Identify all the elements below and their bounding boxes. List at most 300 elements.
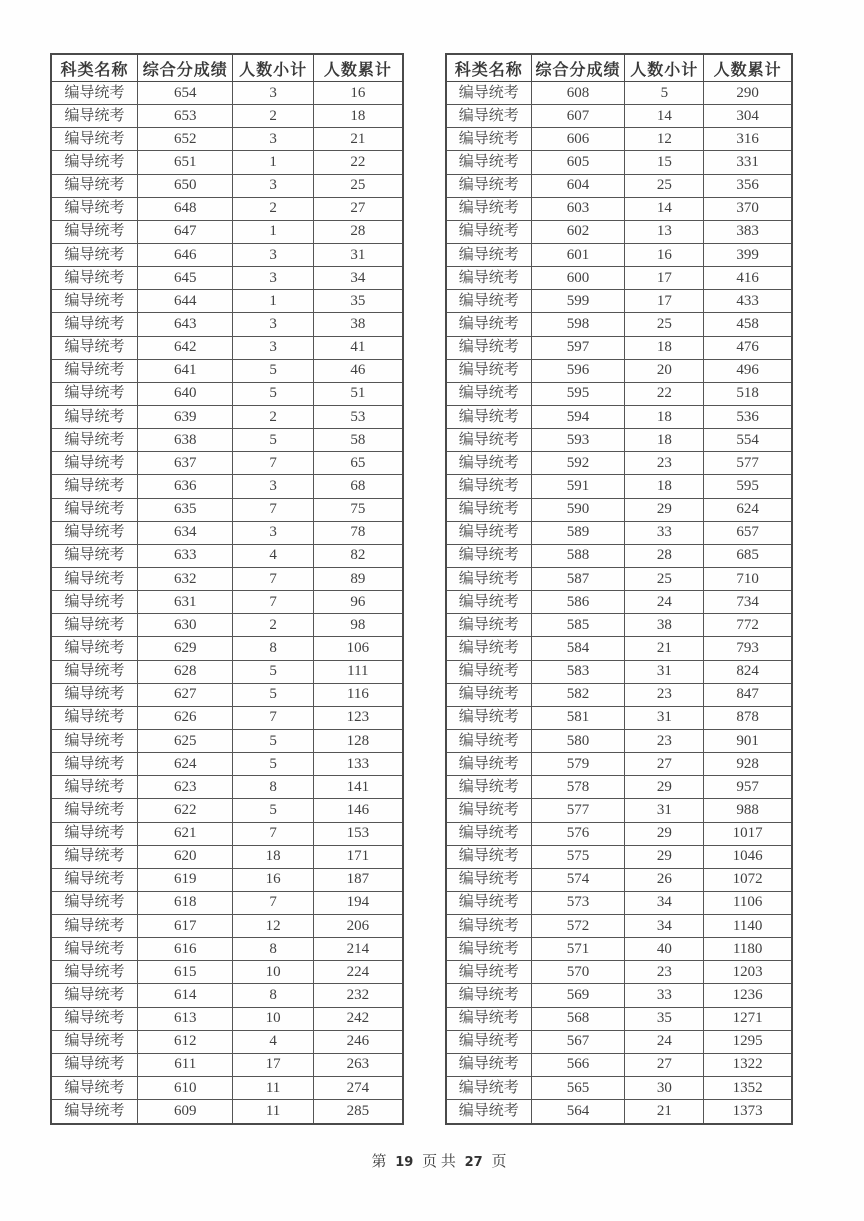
subtotal-cell: 3	[233, 174, 313, 197]
subtotal-cell: 11	[233, 1100, 313, 1124]
score-cell: 633	[138, 544, 233, 567]
table-row	[446, 567, 792, 590]
table-row	[51, 660, 403, 683]
category-cell: 编导统考	[51, 706, 138, 729]
subtotal-cell: 10	[233, 1007, 313, 1030]
subtotal-cell: 5	[233, 799, 313, 822]
subtotal-cell: 18	[625, 429, 704, 452]
table-row	[446, 336, 792, 359]
score-cell: 620	[138, 845, 233, 868]
table-row	[51, 938, 403, 961]
cumulative-cell: 96	[313, 591, 403, 614]
cumulative-cell: 1236	[704, 984, 792, 1007]
category-cell: 编导统考	[51, 753, 138, 776]
cumulative-cell: 53	[313, 405, 403, 428]
subtotal-cell: 23	[625, 452, 704, 475]
subtotal-cell: 2	[233, 197, 313, 220]
table-row	[446, 776, 792, 799]
score-cell: 598	[531, 313, 625, 336]
footer-page-prefix: 第	[371, 1154, 387, 1170]
table-row	[51, 567, 403, 590]
table-row	[51, 498, 403, 521]
cumulative-cell: 75	[313, 498, 403, 521]
page-footer	[0, 1150, 864, 1171]
cumulative-cell: 141	[313, 776, 403, 799]
column-header: 人数小计	[625, 54, 704, 82]
category-cell: 编导统考	[51, 105, 138, 128]
score-cell: 565	[531, 1077, 625, 1100]
category-cell: 编导统考	[446, 961, 531, 984]
subtotal-cell: 14	[625, 197, 704, 220]
subtotal-cell: 5	[233, 660, 313, 683]
subtotal-cell: 5	[233, 683, 313, 706]
category-cell: 编导统考	[446, 799, 531, 822]
cumulative-cell: 1373	[704, 1100, 792, 1124]
score-cell: 616	[138, 938, 233, 961]
table-row	[446, 151, 792, 174]
cumulative-cell: 1017	[704, 822, 792, 845]
cumulative-cell: 416	[704, 267, 792, 290]
table-row	[446, 729, 792, 752]
cumulative-cell: 116	[313, 683, 403, 706]
score-cell: 581	[531, 706, 625, 729]
score-cell: 576	[531, 822, 625, 845]
subtotal-cell: 40	[625, 938, 704, 961]
table-row	[51, 891, 403, 914]
category-cell: 编导统考	[446, 915, 531, 938]
cumulative-cell: 1180	[704, 938, 792, 961]
score-cell: 604	[531, 174, 625, 197]
score-cell: 591	[531, 475, 625, 498]
table-row	[51, 706, 403, 729]
subtotal-cell: 3	[233, 336, 313, 359]
table-row	[446, 1030, 792, 1053]
category-cell: 编导统考	[446, 1053, 531, 1076]
score-cell: 646	[138, 243, 233, 266]
subtotal-cell: 29	[625, 498, 704, 521]
table-row	[51, 128, 403, 151]
subtotal-cell: 7	[233, 591, 313, 614]
cumulative-cell: 1072	[704, 868, 792, 891]
table-row	[51, 915, 403, 938]
subtotal-cell: 5	[233, 382, 313, 405]
table-row	[51, 452, 403, 475]
table-row	[51, 336, 403, 359]
subtotal-cell: 13	[625, 220, 704, 243]
score-cell: 590	[531, 498, 625, 521]
category-cell: 编导统考	[51, 683, 138, 706]
cumulative-cell: 1203	[704, 961, 792, 984]
table-row	[51, 105, 403, 128]
score-cell: 631	[138, 591, 233, 614]
score-cell: 627	[138, 683, 233, 706]
subtotal-cell: 5	[625, 82, 704, 105]
category-cell: 编导统考	[51, 521, 138, 544]
score-cell: 609	[138, 1100, 233, 1124]
subtotal-cell: 18	[625, 405, 704, 428]
subtotal-cell: 31	[625, 799, 704, 822]
table-row	[51, 1053, 403, 1076]
subtotal-cell: 33	[625, 521, 704, 544]
cumulative-cell: 22	[313, 151, 403, 174]
category-cell: 编导统考	[446, 313, 531, 336]
table-row	[446, 243, 792, 266]
table-row	[446, 429, 792, 452]
subtotal-cell: 20	[625, 359, 704, 382]
category-cell: 编导统考	[51, 382, 138, 405]
score-cell: 606	[531, 128, 625, 151]
category-cell: 编导统考	[446, 197, 531, 220]
cumulative-cell: 35	[313, 290, 403, 313]
table-row	[446, 290, 792, 313]
subtotal-cell: 5	[233, 359, 313, 382]
cumulative-cell: 595	[704, 475, 792, 498]
score-cell: 618	[138, 891, 233, 914]
score-cell: 613	[138, 1007, 233, 1030]
table-row	[446, 1053, 792, 1076]
category-cell: 编导统考	[51, 614, 138, 637]
cumulative-cell: 274	[313, 1077, 403, 1100]
table-row	[51, 753, 403, 776]
category-cell: 编导统考	[51, 591, 138, 614]
table-row	[51, 614, 403, 637]
score-cell: 652	[138, 128, 233, 151]
subtotal-cell: 25	[625, 567, 704, 590]
subtotal-cell: 15	[625, 151, 704, 174]
subtotal-cell: 17	[625, 290, 704, 313]
score-cell: 653	[138, 105, 233, 128]
table-row	[446, 1100, 792, 1124]
table-row	[51, 799, 403, 822]
table-row	[446, 915, 792, 938]
category-cell: 编导统考	[446, 1007, 531, 1030]
cumulative-cell: 518	[704, 382, 792, 405]
score-cell: 587	[531, 567, 625, 590]
subtotal-cell: 18	[233, 845, 313, 868]
score-cell: 630	[138, 614, 233, 637]
subtotal-cell: 3	[233, 475, 313, 498]
subtotal-cell: 7	[233, 706, 313, 729]
cumulative-cell: 383	[704, 220, 792, 243]
score-cell: 596	[531, 359, 625, 382]
subtotal-cell: 3	[233, 82, 313, 105]
cumulative-cell: 187	[313, 868, 403, 891]
score-cell: 588	[531, 544, 625, 567]
subtotal-cell: 27	[625, 1053, 704, 1076]
cumulative-cell: 25	[313, 174, 403, 197]
subtotal-cell: 22	[625, 382, 704, 405]
subtotal-cell: 27	[625, 753, 704, 776]
column-header: 综合分成绩	[531, 54, 625, 82]
category-cell: 编导统考	[51, 799, 138, 822]
subtotal-cell: 7	[233, 452, 313, 475]
cumulative-cell: 82	[313, 544, 403, 567]
table-row	[446, 591, 792, 614]
cumulative-cell: 16	[313, 82, 403, 105]
score-cell: 584	[531, 637, 625, 660]
cumulative-cell: 171	[313, 845, 403, 868]
table-row	[51, 776, 403, 799]
cumulative-cell: 536	[704, 405, 792, 428]
subtotal-cell: 24	[625, 1030, 704, 1053]
score-cell: 577	[531, 799, 625, 822]
table-row	[446, 105, 792, 128]
subtotal-cell: 18	[625, 336, 704, 359]
subtotal-cell: 23	[625, 729, 704, 752]
subtotal-cell: 23	[625, 683, 704, 706]
table-row	[446, 405, 792, 428]
cumulative-cell: 554	[704, 429, 792, 452]
table-row	[446, 660, 792, 683]
score-cell: 593	[531, 429, 625, 452]
cumulative-cell: 194	[313, 891, 403, 914]
category-cell: 编导统考	[446, 521, 531, 544]
subtotal-cell: 34	[625, 891, 704, 914]
subtotal-cell: 17	[233, 1053, 313, 1076]
table-header-row	[51, 54, 403, 82]
category-cell: 编导统考	[446, 729, 531, 752]
score-cell: 567	[531, 1030, 625, 1053]
cumulative-cell: 734	[704, 591, 792, 614]
subtotal-cell: 1	[233, 220, 313, 243]
category-cell: 编导统考	[51, 544, 138, 567]
subtotal-cell: 8	[233, 637, 313, 660]
subtotal-cell: 3	[233, 128, 313, 151]
category-cell: 编导统考	[446, 267, 531, 290]
score-cell: 615	[138, 961, 233, 984]
subtotal-cell: 3	[233, 521, 313, 544]
score-cell: 610	[138, 1077, 233, 1100]
score-cell: 608	[531, 82, 625, 105]
score-cell: 644	[138, 290, 233, 313]
cumulative-cell: 128	[313, 729, 403, 752]
cumulative-cell: 89	[313, 567, 403, 590]
column-header: 人数小计	[233, 54, 313, 82]
cumulative-cell: 1295	[704, 1030, 792, 1053]
cumulative-cell: 496	[704, 359, 792, 382]
category-cell: 编导统考	[51, 729, 138, 752]
cumulative-cell: 476	[704, 336, 792, 359]
score-table-left	[50, 53, 404, 1125]
category-cell: 编导统考	[51, 359, 138, 382]
score-cell: 614	[138, 984, 233, 1007]
category-cell: 编导统考	[446, 567, 531, 590]
subtotal-cell: 4	[233, 544, 313, 567]
cumulative-cell: 1106	[704, 891, 792, 914]
table-row	[51, 429, 403, 452]
table-row	[446, 313, 792, 336]
cumulative-cell: 98	[313, 614, 403, 637]
score-cell: 569	[531, 984, 625, 1007]
category-cell: 编导统考	[51, 82, 138, 105]
footer-page-suffix: 页	[491, 1154, 507, 1170]
table-row	[51, 220, 403, 243]
subtotal-cell: 2	[233, 105, 313, 128]
subtotal-cell: 17	[625, 267, 704, 290]
category-cell: 编导统考	[446, 498, 531, 521]
cumulative-cell: 657	[704, 521, 792, 544]
table-row	[446, 799, 792, 822]
cumulative-cell: 847	[704, 683, 792, 706]
category-cell: 编导统考	[51, 475, 138, 498]
score-cell: 568	[531, 1007, 625, 1030]
column-header: 科类名称	[446, 54, 531, 82]
score-table-right	[445, 53, 793, 1125]
subtotal-cell: 24	[625, 591, 704, 614]
table-row	[51, 845, 403, 868]
table-row	[446, 521, 792, 544]
score-cell: 619	[138, 868, 233, 891]
category-cell: 编导统考	[446, 452, 531, 475]
table-row	[446, 938, 792, 961]
subtotal-cell: 29	[625, 845, 704, 868]
table-row	[446, 544, 792, 567]
category-cell: 编导统考	[446, 359, 531, 382]
subtotal-cell: 7	[233, 498, 313, 521]
subtotal-cell: 1	[233, 151, 313, 174]
subtotal-cell: 5	[233, 429, 313, 452]
cumulative-cell: 246	[313, 1030, 403, 1053]
subtotal-cell: 30	[625, 1077, 704, 1100]
score-cell: 612	[138, 1030, 233, 1053]
cumulative-cell: 21	[313, 128, 403, 151]
category-cell: 编导统考	[446, 82, 531, 105]
score-cell: 572	[531, 915, 625, 938]
cumulative-cell: 901	[704, 729, 792, 752]
category-cell: 编导统考	[51, 868, 138, 891]
cumulative-cell: 399	[704, 243, 792, 266]
subtotal-cell: 29	[625, 776, 704, 799]
score-cell: 651	[138, 151, 233, 174]
category-cell: 编导统考	[51, 429, 138, 452]
subtotal-cell: 14	[625, 105, 704, 128]
table-row	[51, 405, 403, 428]
score-cell: 575	[531, 845, 625, 868]
table-row	[446, 845, 792, 868]
score-cell: 623	[138, 776, 233, 799]
subtotal-cell: 8	[233, 776, 313, 799]
cumulative-cell: 685	[704, 544, 792, 567]
subtotal-cell: 10	[233, 961, 313, 984]
subtotal-cell: 28	[625, 544, 704, 567]
cumulative-cell: 263	[313, 1053, 403, 1076]
category-cell: 编导统考	[446, 243, 531, 266]
cumulative-cell: 27	[313, 197, 403, 220]
cumulative-cell: 58	[313, 429, 403, 452]
subtotal-cell: 29	[625, 822, 704, 845]
table-row	[51, 151, 403, 174]
table-row	[446, 82, 792, 105]
subtotal-cell: 23	[625, 961, 704, 984]
score-cell: 574	[531, 868, 625, 891]
category-cell: 编导统考	[446, 290, 531, 313]
category-cell: 编导统考	[446, 220, 531, 243]
subtotal-cell: 21	[625, 637, 704, 660]
table-row	[51, 267, 403, 290]
column-header: 人数累计	[704, 54, 792, 82]
score-cell: 641	[138, 359, 233, 382]
cumulative-cell: 957	[704, 776, 792, 799]
category-cell: 编导统考	[51, 1077, 138, 1100]
table-row	[51, 1100, 403, 1124]
cumulative-cell: 28	[313, 220, 403, 243]
score-cell: 637	[138, 452, 233, 475]
category-cell: 编导统考	[51, 660, 138, 683]
table-row	[446, 498, 792, 521]
score-cell: 638	[138, 429, 233, 452]
score-cell: 622	[138, 799, 233, 822]
category-cell: 编导统考	[446, 683, 531, 706]
category-cell: 编导统考	[51, 567, 138, 590]
score-cell: 650	[138, 174, 233, 197]
table-row	[51, 174, 403, 197]
table-row	[446, 197, 792, 220]
subtotal-cell: 5	[233, 729, 313, 752]
category-cell: 编导统考	[51, 313, 138, 336]
category-cell: 编导统考	[446, 706, 531, 729]
table-row	[51, 313, 403, 336]
table-row	[446, 706, 792, 729]
subtotal-cell: 7	[233, 822, 313, 845]
table-row	[446, 1007, 792, 1030]
table-row	[51, 243, 403, 266]
table-row	[51, 984, 403, 1007]
score-cell: 636	[138, 475, 233, 498]
table-row	[446, 868, 792, 891]
table-row	[51, 1030, 403, 1053]
cumulative-cell: 214	[313, 938, 403, 961]
cumulative-cell: 111	[313, 660, 403, 683]
category-cell: 编导统考	[446, 151, 531, 174]
category-cell: 编导统考	[51, 197, 138, 220]
score-cell: 589	[531, 521, 625, 544]
table-row	[446, 637, 792, 660]
table-row	[51, 1077, 403, 1100]
score-cell: 602	[531, 220, 625, 243]
cumulative-cell: 928	[704, 753, 792, 776]
score-cell: 599	[531, 290, 625, 313]
subtotal-cell: 34	[625, 915, 704, 938]
cumulative-cell: 106	[313, 637, 403, 660]
score-cell: 642	[138, 336, 233, 359]
cumulative-cell: 18	[313, 105, 403, 128]
table-row	[51, 521, 403, 544]
cumulative-cell: 824	[704, 660, 792, 683]
category-cell: 编导统考	[446, 868, 531, 891]
cumulative-cell: 133	[313, 753, 403, 776]
cumulative-cell: 1322	[704, 1053, 792, 1076]
table-row	[51, 961, 403, 984]
score-cell: 578	[531, 776, 625, 799]
table-row	[446, 753, 792, 776]
table-row	[51, 544, 403, 567]
subtotal-cell: 35	[625, 1007, 704, 1030]
score-cell: 597	[531, 336, 625, 359]
table-row	[446, 475, 792, 498]
score-cell: 579	[531, 753, 625, 776]
subtotal-cell: 1	[233, 290, 313, 313]
subtotal-cell: 25	[625, 174, 704, 197]
score-cell: 601	[531, 243, 625, 266]
cumulative-cell: 68	[313, 475, 403, 498]
category-cell: 编导统考	[446, 382, 531, 405]
score-cell: 607	[531, 105, 625, 128]
subtotal-cell: 3	[233, 243, 313, 266]
cumulative-cell: 38	[313, 313, 403, 336]
cumulative-cell: 1352	[704, 1077, 792, 1100]
category-cell: 编导统考	[51, 128, 138, 151]
category-cell: 编导统考	[51, 336, 138, 359]
